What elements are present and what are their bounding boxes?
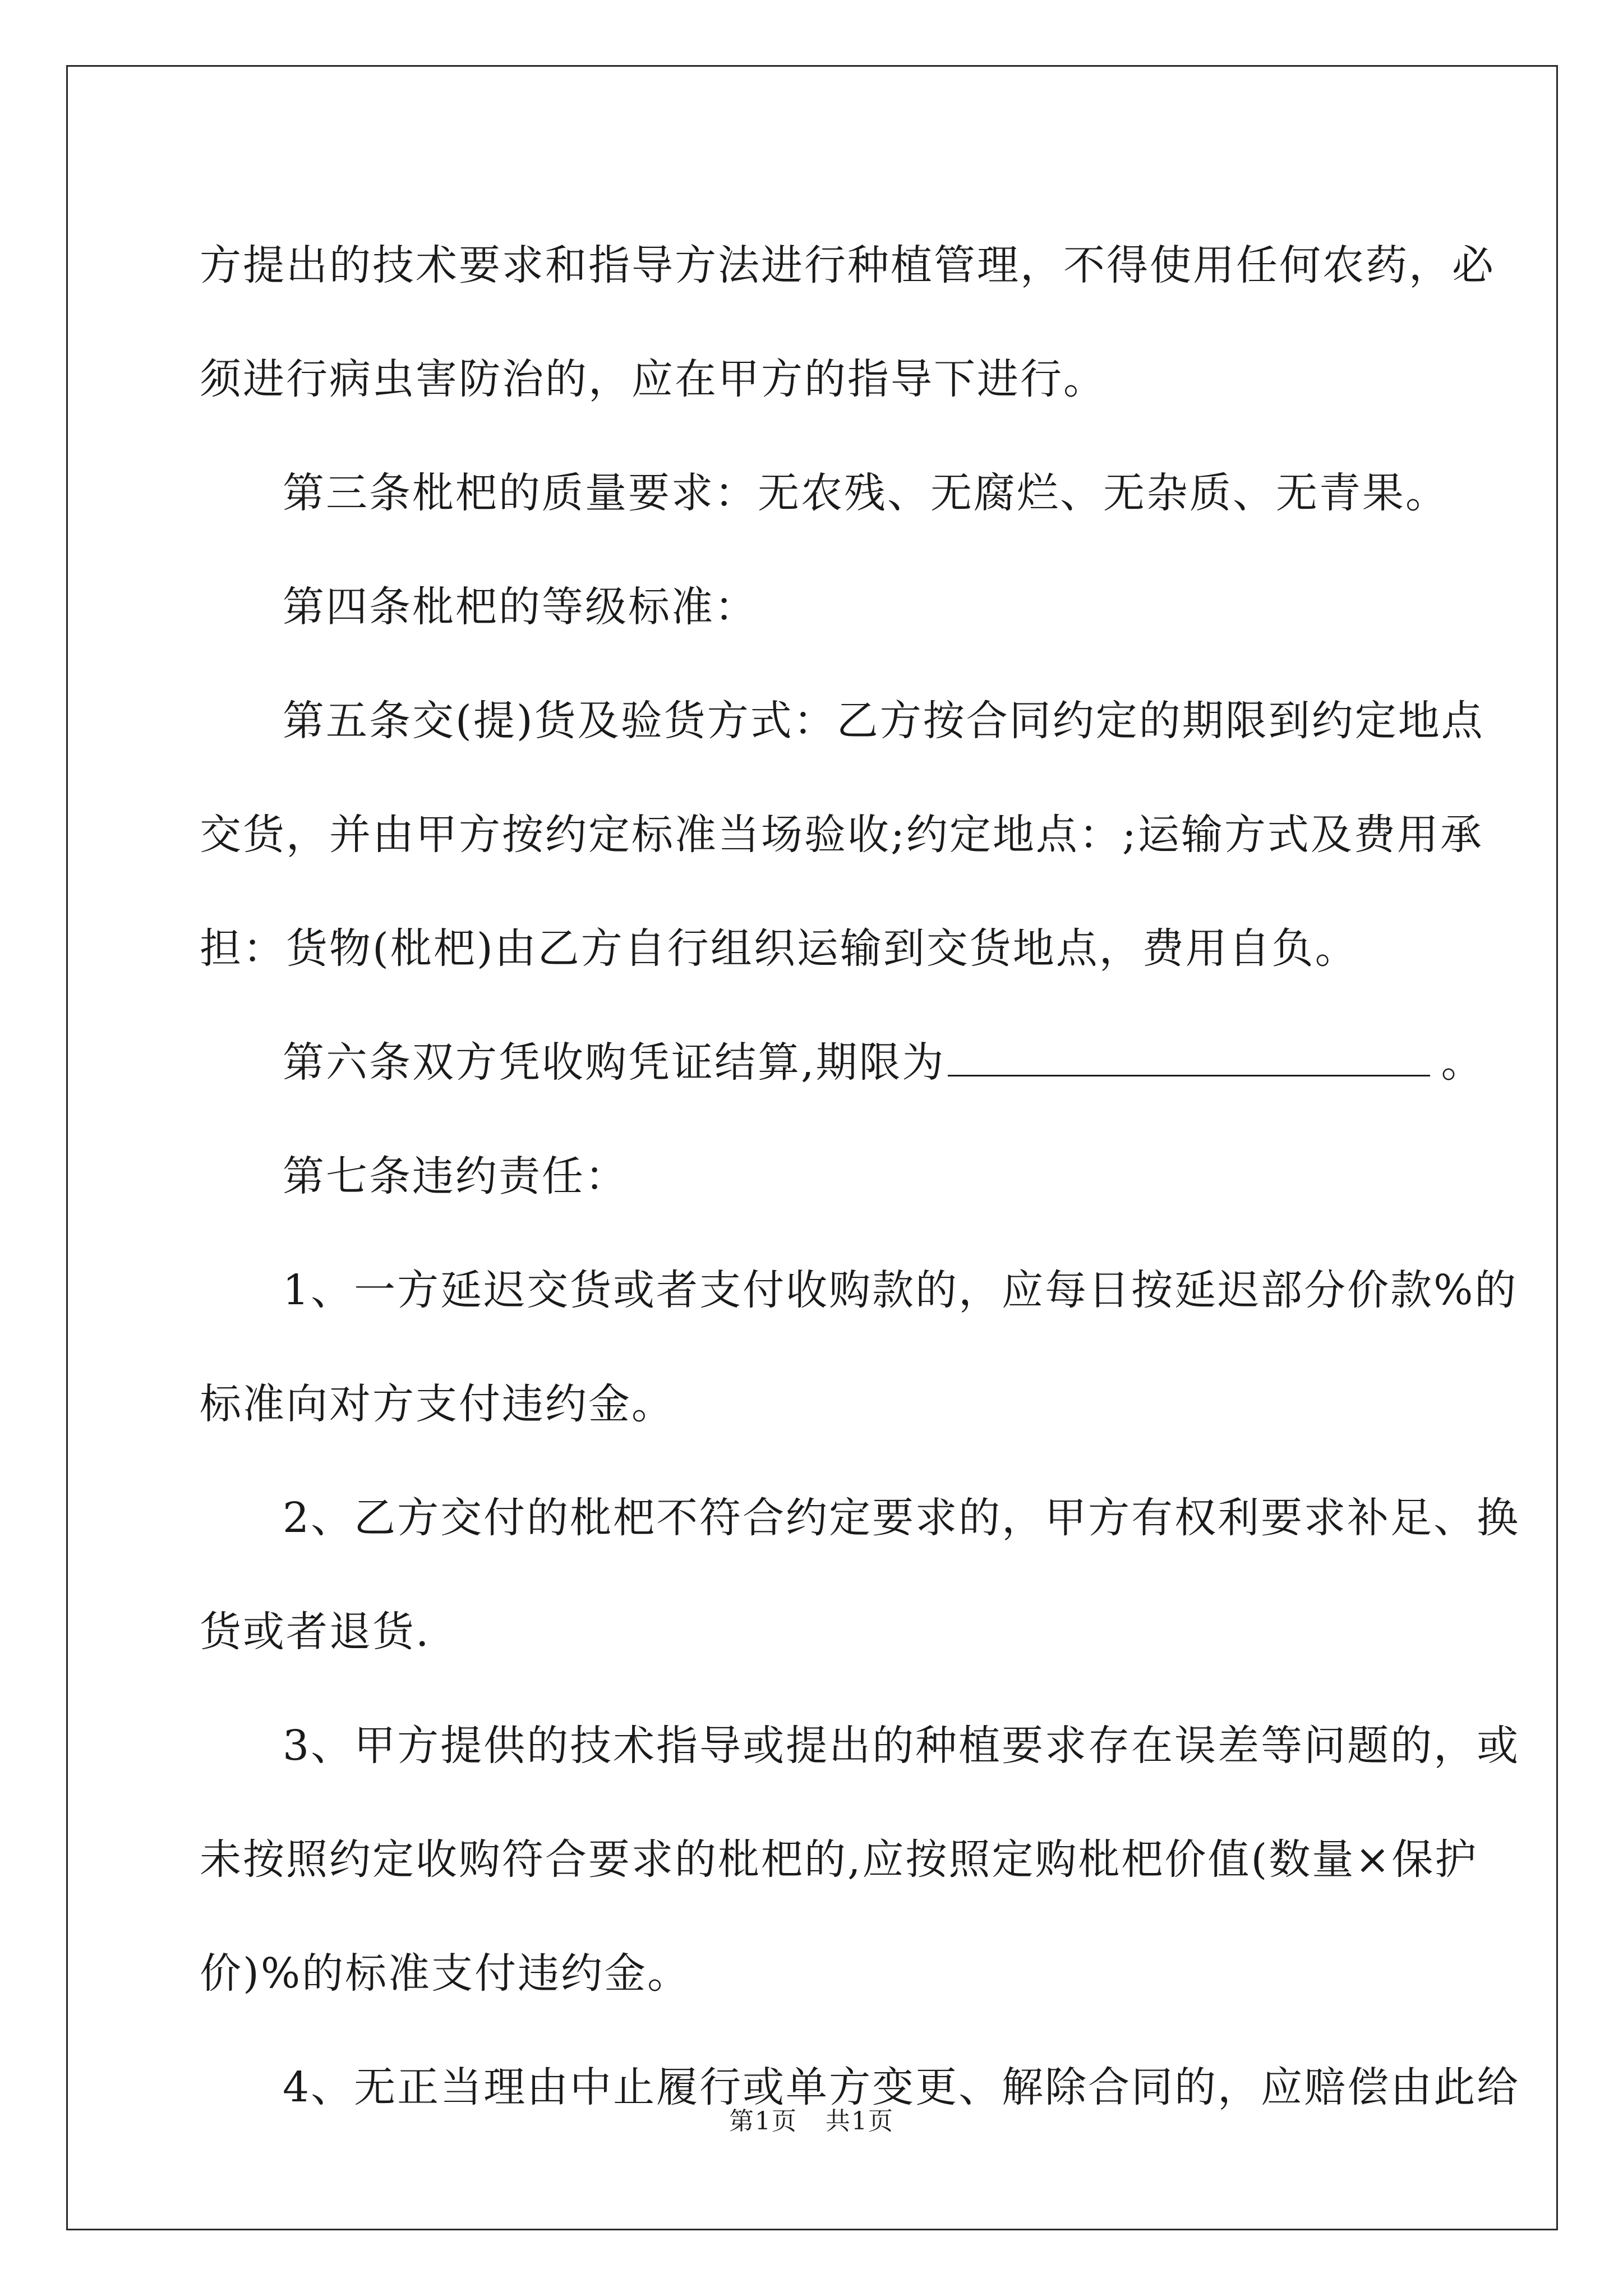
paragraph-line: 标准向对方支付违约金。: [200, 1380, 675, 1428]
document-body: [200, 209, 1520, 2145]
paragraph-line: 货或者退货.: [200, 1608, 431, 1656]
liability-item-4: 4、无正当理由中止履行或单方变更、解除合同的，应赔偿由此给: [283, 2063, 1520, 2111]
page-number-current: 第1页: [729, 2107, 797, 2136]
clause-6-text: 第六条双方凭收购凭证结算,期限为: [283, 1038, 946, 1087]
page-number-total: 共1页: [826, 2107, 894, 2136]
paragraph-line: 须进行病虫害防治的，应在甲方的指导下进行。: [200, 355, 1106, 403]
clause-6-settlement: [200, 1006, 1484, 1120]
clause-5-delivery: 第五条交(提)货及验货方式：乙方按合同约定的期限到约定地点: [283, 697, 1484, 745]
paragraph-line: 未按照约定收购符合要求的枇杷的,应按照定购枇杷价值(数量×保护: [200, 1835, 1478, 1884]
fill-in-blank: [948, 1041, 1430, 1076]
liability-item-1: 1、一方延迟交货或者支付收购款的，应每日按延迟部分价款%的: [283, 1266, 1518, 1314]
page-footer: [0, 2101, 1623, 2137]
clause-4-grade: 第四条枇杷的等级标准：: [283, 583, 758, 631]
clause-6-end: 。: [1441, 1038, 1484, 1087]
paragraph-line: 担：货物(枇杷)由乙方自行组织运输到交货地点，费用自负。: [200, 924, 1358, 973]
liability-item-2: 2、乙方交付的枇杷不符合约定要求的，甲方有权利要求补足、换: [283, 1494, 1520, 1542]
paragraph-line: 价)%的标准支付违约金。: [200, 1949, 691, 1998]
clause-7-liability: 第七条违约责任：: [283, 1152, 628, 1200]
clause-3-quality: 第三条枇杷的质量要求：无农残、无腐烂、无杂质、无青果。: [283, 469, 1449, 517]
paragraph-line: 方提出的技术要求和指导方法进行种植管理，不得使用任何农药，必: [200, 241, 1495, 289]
paragraph-line: 交货，并由甲方按约定标准当场验收;约定地点：;运输方式及费用承: [200, 811, 1483, 859]
liability-item-3: 3、甲方提供的技术指导或提出的种植要求存在误差等问题的，或: [283, 1722, 1520, 1770]
